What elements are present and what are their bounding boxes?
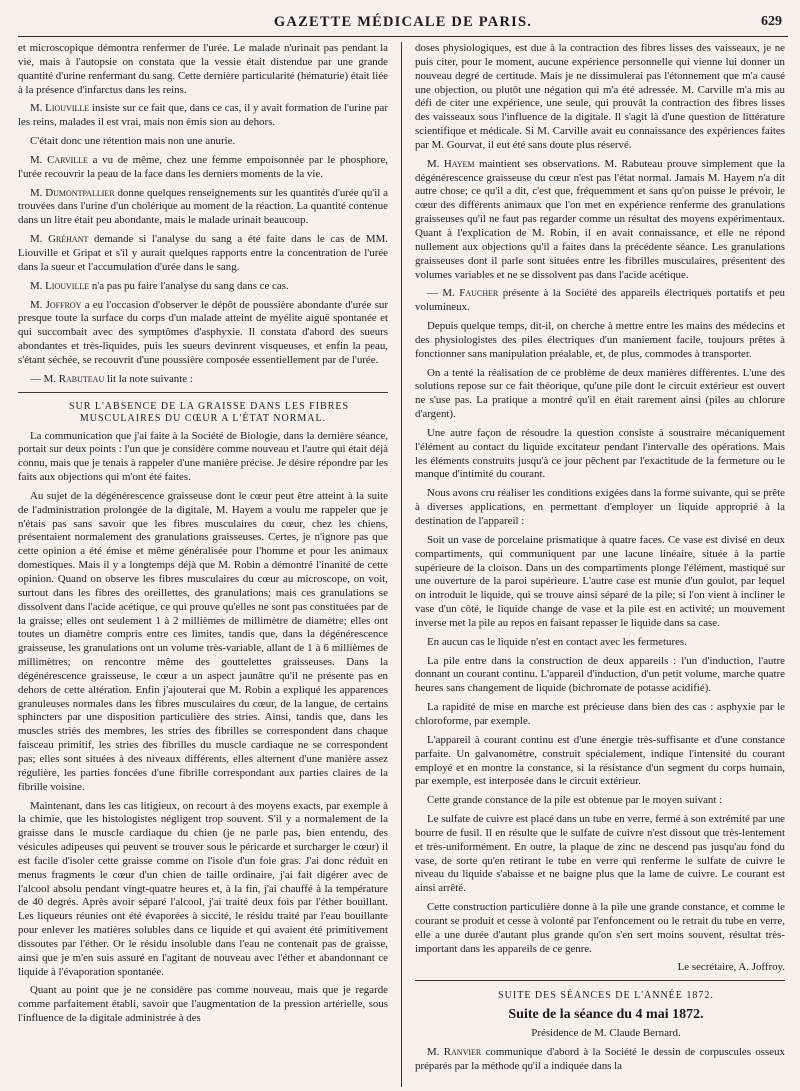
- paragraph: [415, 636, 785, 650]
- paragraph-text: a eu l'occasion d'observer le dépôt de poussière abondante d'urée sur presque toute la surface du corps d'un malade atteint de myélite aiguë spontanée et qui succombait avec des symptômes d'asphyxie. Il constata d'abord des sueurs abondantes et très-liquides, puis les sueurs devinrent visqueuses, et enfin la peau, s'étant séchée, se recouvrit d'une poussière composée essentiellement par de l'urée.: [18, 298, 388, 366]
- paragraph-text: doses physiologiques, est due à la contraction des fibres lisses des vaisseaux, je ne puis citer, pour le moment, aucune expérience personnelle qui vienne lui donner un nouveau degré de certitude. Mais je ne dissimulerai pas l'étonnement que m'a causé une objection, ou plutôt une négation qui m'a été adressée. M. Carville m'a mis au défi de citer une expérience, une seule, qui prouvât la contraction des fibres lisses des vaisseaux sous l'influence de la digitale. Il s'agit là d'une question de littérature scientifique et médicale. Si M. Carville avait eu connaissance des expériences faites par M. Gourvat, il eut été sans doute plus réservé.: [415, 42, 785, 151]
- paragraph-text: Une autre façon de résoudre la question consiste à soustraire mécaniquement l'élément au contact du liquide excitateur pendant l'intervalle des opérations. Mais les éléments construits jusqu'à ce jour pêchent par l'exactitude de la fermeture ou le manque d'intimité du courant.: [415, 426, 785, 481]
- paragraph-text: Au sujet de la dégénérescence graisseuse dont le cœur peut être atteint à la suite de l'administration prolongée de la digitale, M. Hayem a voulu me rappeler que je n'étais pas sans savoir que les fibres musculaires du cœur, chez les chiens, présentaient normalement des granulations graisseuses. Certes, je n'ignore pas que cette opinion a été émise et même généralisée pour l'homme et pour les animaux domestiques. Mais il y a longtemps déjà que M. Robin a démontré l'inanité de cette opinion. Quand on observe les fibres musculaires du cœur au microscope, on voit, surtout dans les fibres des oreillettes, des granulations; mais ces granulations se dissolvent dans l'acide acétique, ce qui prouve qu'elles ne sont pas constituées par de la graisse; elles ont seulement 1 à 2 millièmes de millimètre de diamètre; elles ont toutes un diamètre compris entre ces limites, tandis que, dans la dégénérescence graisseuse, les granulations ont un volume très-variable, allant de 1 à 6 millièmes de millimètres; on rencontre même des gouttelettes graisseuses. Dans la dégénérescence graisseuse, le cœur a un aspect jaunâtre qu'il ne présente pas en dehors de cette altération. Enfin j'ajouterai que M. Robin a expliqué les apparences granuleuses normales dans les fibres musculaires du cœur, de la langue, de certains sphincters par une disposition particulière des stries. Ainsi, tandis que, dans les muscles striés des membres, les stries des fibrilles se correspondent dans chaque faisceau primitif, les stries des fibrilles du muscle cardiaque ne se correspondent pas; elles sont situées à des niveaux différents, elles alternent d'une manière assez régulière, les parties foncées d'une fibrille correspondant aux parties claires de la fibrille voisine.: [18, 489, 388, 793]
- speaker-name: — M. Rabuteau: [30, 372, 105, 385]
- paragraph: [415, 813, 785, 896]
- paragraph-text: La rapidité de mise en marche est précieuse dans bien des cas : asphyxie par le chloroforme, par exemple.: [415, 701, 785, 727]
- paragraph-text: Suite de la séance du 4 mai 1872.: [508, 1007, 704, 1023]
- paragraph: [415, 42, 785, 153]
- paragraph-text: donne quelques renseignements sur les quantités d'urée qu'il a trouvées dans l'urine d'un cholérique au moment de la réaction. La quantité contenue dans un litre était peu abondante, mais le malade urinait beaucoup.: [18, 186, 388, 227]
- speaker-name: M. Dumontpallier: [30, 186, 115, 199]
- paragraph-text: SUR L'ABSENCE DE LA GRAISSE DANS LES FIBRES MUSCULAIRES DU CŒUR A L'ÉTAT NORMAL.: [68, 400, 350, 424]
- paragraph-text: C'était donc une rétention mais non une anurie.: [30, 135, 236, 148]
- signature: [415, 961, 785, 975]
- paragraph: [18, 135, 388, 149]
- paragraph-text: Maintenant, dans les cas litigieux, on recourt à des moyens exacts, par exemple à la chimie, que les histologistes négligent trop souvent. S'il y a normalement de la graisse dans le muscle cardiaque du chien (je ne parle pas, bien entendu, des vésicules adipeuses qui peuvent se trouver sous le péricarde et surcharger le cœur) il est facile d'isoler cette graisse comme on l'isole d'un foie gras. J'ai donc réduit en menus fragments le cœur d'un chien de taille ordinaire, j'ai fait digérer avec de l'alcool absolu pendant vingt-quatre heures et, à la fin, j'ai chauffé à la température de 40 degrés. Après avoir séparé l'alcool, j'ai traité deux fois par l'éther bouillant. Les liqueurs réunies ont été évaporées à siccité, le résidu traité par l'eau bouillante pour enlever les matières solubles dans ce liquide et qui avaient été primitivement dissoutes par l'éther. Or le résidu insoluble dans l'eau ne contenait pas de graisse, ainsi que je m'en suis assuré en l'agitant de nouveau avec l'éther et abandonnant ce liquide à l'évaporation spontanée.: [18, 799, 388, 978]
- paragraph-text: Soit un vase de porcelaine prismatique à quatre faces. Ce vase est divisé en deux compartiments, qui communiquent par une lacune linéaire, située à la partie supérieure de la cloison. Dans un des compartiments plonge l'élément, mastiqué sur une ouverture de la paroi supérieure. L'autre case est munie d'un goulot, par lequel on introduit le liquide, qui se trouve ainsi séparé de la pile; si l'on vient à incliner le vase d'un côté, le liquide change de vase et la pile est en activité; un mouvement inverse met la pile au repos en faisant repasser le liquide dans sa case.: [415, 533, 785, 629]
- paragraph: [415, 701, 785, 729]
- section-heading: [415, 980, 785, 1003]
- paragraph-text: présente à la Société des appareils électriques portatifs et peu volumineux.: [415, 287, 785, 314]
- paragraph: [18, 800, 388, 980]
- speaker-name: M. Hayem: [427, 157, 475, 170]
- paragraph-text: Présidence de M. Claude Bernard.: [531, 1027, 681, 1039]
- paragraph-text: Nous avons cru réaliser les conditions exigées dans la forme suivante, qui se prête à diverses applications, en permettant d'employer un liquide approprié à la destination de l'appareil :: [415, 487, 785, 527]
- paragraph: [415, 1046, 785, 1074]
- paragraph: [415, 655, 785, 697]
- speaker-name: — M. Faucher: [427, 287, 499, 300]
- paragraph-text: La communication que j'ai faite à la Société de Biologie, dans la dernière séance, portait sur deux points : l'un que je considère comme nouveau et l'autre qui était déjà connu, mais que je tenais à rappeler d'une manière précise. Je désire répondre par les faits aux objections qui m'ont été faites.: [18, 429, 388, 484]
- paragraph-text: demande si l'analyse du sang a été faite dans le cas de MM. Liouville et Gripat et s'il y aurait quelques rapports entre la concentration de l'urée dans la sueur et l'accumulation d'urée dans le sang.: [18, 233, 388, 273]
- paragraph-text: lit la note suivante :: [104, 372, 193, 385]
- paragraph: [18, 984, 388, 1026]
- paragraph: [18, 187, 388, 229]
- paragraph: [18, 490, 388, 795]
- paragraph-text: maintient ses observations. M. Rabuteau prouve simplement que la dégénérescence graisseuse du cœur n'est pas l'état normal. Jamais M. Hayem n'a dit autre chose; ce qu'il a dit, c'est que, fréquemment et sans qu'on puisse le prévoir, le cœur des différents animaux que l'on met en expérience renferme des granulations graisseuses qu'il ne faut pas regarder comme un résultat des moyens expérimentaux. Quant à l'explication de M. Robin, il en avait connaissance, et elle ne répond nullement aux objections qu'il a faites dans la précédente séance. Les granulations graisseuses dont il parle sont situées entre les fibrilles musculaires, présentent des volumes variables et ne se dissolvent pas dans l'acide acétique.: [415, 157, 785, 281]
- paragraph: [18, 233, 388, 275]
- paragraph: [415, 534, 785, 631]
- page-header: [18, 6, 788, 37]
- paragraph: [415, 320, 785, 362]
- column-divider: [401, 42, 402, 1087]
- paragraph-text: En aucun cas le liquide n'est en contact avec les fermetures.: [427, 635, 687, 648]
- paragraph-text: communique d'abord à la Société le dessin de corpuscules osseux préparés par la méthode qu'il a indiquée dans la: [415, 1045, 785, 1072]
- paragraph: [18, 430, 388, 485]
- paragraph-text: a vu de même, chez une femme empoisonnée par le phosphore, l'urée recouvrir la peau de la face dans les derniers moments de la vie.: [18, 153, 388, 180]
- paragraph: [415, 487, 785, 529]
- paragraph: [18, 280, 388, 294]
- paragraph: [415, 901, 785, 956]
- paragraph-text: Quant au point que je ne considère pas comme nouveau, mais que je regarde comme parfaitement établi, savoir que l'augmentation de la pression artérielle, sous l'influence de la digitale administrée à des: [18, 984, 388, 1025]
- speaker-name: M. Liouville: [30, 102, 90, 115]
- paragraph: [415, 734, 785, 789]
- speaker-name: M. Liouville: [30, 279, 90, 292]
- paragraph-text: Cette construction particulière donne à la pile une grande constance, et comme le courant se produit et cesse à volonté par l'enfoncement ou le retrait du tube en verre, elle a une durée d'autant plus grande qu'on s'en sert moins souvent, résultat très-important dans les appareils de ce genre.: [415, 901, 785, 955]
- page-number: 629: [761, 14, 782, 29]
- session-title: [415, 1008, 785, 1022]
- right-column: [415, 42, 785, 1087]
- speaker-name: M. Joffroy: [30, 298, 82, 311]
- paragraph-text: On a tenté la réalisation de ce problème de deux manières différentes. L'une des solutions repose sur ce fait théorique, qu'une pile dont le circuit extérieur est ouvert ne s'use pas. La pratique a montré qu'il en était rarement ainsi (piles au chlorure d'argent).: [415, 366, 785, 421]
- paragraph: [415, 158, 785, 283]
- paragraph: [18, 299, 388, 368]
- speaker-name: M. Gréhant: [30, 233, 89, 246]
- paragraph-text: L'appareil à courant continu est d'une énergie très-suffisante et d'une constance parfaite. Un galvanomètre, construit spécialement, indique l'intensité du courant employé et en montre la constance, si la résistance d'un segment du corps humain, par exemple, est interposée dans le circuit extérieur.: [415, 733, 785, 788]
- paragraph: [415, 287, 785, 315]
- paragraph: [415, 794, 785, 808]
- speaker-name: M. Carville: [30, 153, 88, 166]
- paragraph-text: insiste sur ce fait que, dans ce cas, il y avait formation de l'urine par les reins, malades il est vrai, mais non émis sion au dehors.: [18, 102, 388, 129]
- paragraph-text: Le sulfate de cuivre est placé dans un tube en verre, fermé à son extrémité par une bourre de fusil. Il en résulte que le sulfate de cuivre n'est dissout que très-lentement et très-uniformément. En outre, la plaque de zinc ne descend pas jusqu'au fond du vase, de sorte qu'en retirant le tube en verre qui renferme le sulfate de cuivre le niveau du liquide s'abaisse et ne baigne plus que la lame de cuivre. Le courant est ainsi arrêté.: [415, 813, 785, 895]
- paragraph: [415, 367, 785, 422]
- paragraph-text: La pile entre dans la construction de deux appareils : l'un d'induction, l'autre donnant un courant continu. L'appareil d'induction, d'un petit volume, marche quatre heures sans changement de liquide (bichromate de potasse acidifié).: [415, 654, 785, 695]
- paragraph-text: Cette grande constance de la pile est obtenue par le moyen suivant :: [427, 794, 723, 807]
- paragraph-text: et microscopique démontra renfermer de l'urée. Le malade n'urinait pas pendant la vie, mais à l'autopsie on constata que la vessie était distendue par une grande quantité d'urine renfermant du sang. Cette dernière particularité (hématurie) était liée à la présence d'infarctus dans les reins.: [18, 42, 388, 96]
- paragraph: [18, 373, 388, 387]
- session-presidency: [415, 1027, 785, 1041]
- paragraph: [18, 42, 388, 97]
- paragraph-text: Depuis quelque temps, dit-il, on cherche à mettre entre les mains des médecins et des physiologistes des piles électriques d'un maniement facile, toujours prêtes à fonctionner sans manipulation préalable, et, de plus, commodes à transporter.: [415, 320, 785, 360]
- article-title: [18, 392, 388, 425]
- paragraph-text: SUITE DES SÉANCES DE L'ANNÉE 1872.: [498, 990, 714, 1002]
- paragraph: [18, 154, 388, 182]
- paragraph-text: n'a pas pu faire l'analyse du sang dans ce cas.: [89, 279, 289, 292]
- paragraph: [415, 427, 785, 482]
- left-column: [18, 42, 388, 1087]
- paragraph-text: Le secrétaire, A. Joffroy.: [677, 961, 785, 974]
- paragraph: [18, 102, 388, 130]
- journal-title: GAZETTE MÉDICALE DE PARIS.: [273, 14, 533, 30]
- speaker-name: M. Ranvier: [427, 1045, 482, 1058]
